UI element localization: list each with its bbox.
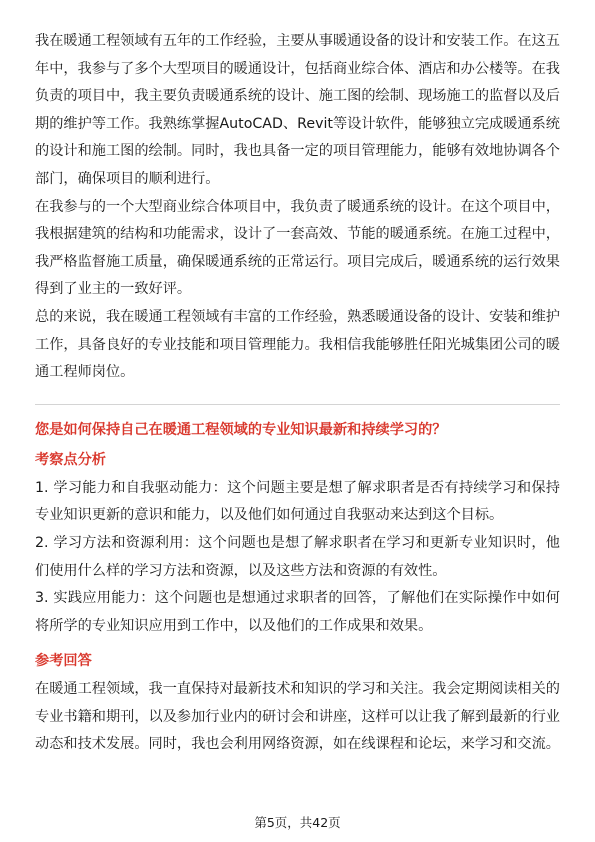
answer-paragraph: 在暖通工程领域，我一直保持对最新技术和知识的学习和关注。我会定期阅读相关的专业书籍和期刊，以及参加行业内的研讨会和讲座，这样可以让我了解到最新的行业动态和技术发展。同时，我也会利用网络资源，如在线课程和论坛，来学习和交流。 bbox=[35, 681, 560, 753]
page-number: 第5页，共42页 bbox=[254, 815, 341, 830]
section-spacer bbox=[35, 640, 560, 650]
analysis-title: 考察点分析 bbox=[35, 451, 106, 468]
question-heading: 您是如何保持自己在暖通工程领域的专业知识最新和持续学习的？ bbox=[35, 421, 447, 438]
analysis-item-3: 3. 实践应用能力：这个问题也是想通过求职者的回答，了解他们在实际操作中如何将所学的专业知识应用到工作中，以及他们的工作成果和效果。 bbox=[35, 590, 560, 634]
page-content bbox=[35, 28, 560, 759]
intro-paragraph-2: 在我参与的一个大型商业综合体项目中，我负责了暖通系统的设计。在这个项目中，我根据建筑的结构和功能需求，设计了一套高效、节能的暖通系统。在施工过程中，我严格监督施工质量，确保暖通系统的正常运行。项目完成后，暖通系统的运行效果得到了业主的一致好评。 bbox=[35, 198, 560, 298]
answer-title: 参考回答 bbox=[35, 653, 92, 670]
section-divider bbox=[35, 404, 560, 405]
analysis-item-2: 2. 学习方法和资源利用：这个问题也是想了解求职者在学习和更新专业知识时，他们使用什么样的学习方法和资源，以及这些方法和资源的有效性。 bbox=[35, 534, 560, 579]
analysis-item-1: 1. 学习能力和自我驱动能力：这个问题主要是想了解求职者是否有持续学习和保持专业知识更新的意识和能力，以及他们如何通过自我驱动来达到这个目标。 bbox=[35, 479, 560, 524]
intro-paragraph-3: 总的来说，我在暖通工程领域有丰富的工作经验，熟悉暖通设备的设计、安装和维护工作，具备良好的专业技能和项目管理能力。我相信我能够胜任阳光城集团公司的暖通工程师岗位。 bbox=[35, 308, 560, 381]
intro-paragraph-1: 我在暖通工程领域有五年的工作经验，主要从事暖通设备的设计和安装工作。在这五年中，我参与了多个大型项目的暖通设计，包括商业综合体、酒店和办公楼等。在我负责的项目中，我主要负责暖通系统的设计、施工图的绘制、现场施工的监督以及后期的维护等工作。我熟练掌握AutoCAD、Revit等设计软件，能够独立完成暖通系统的设计和施工图的绘制。同时，我也具备一定的项目管理能力，能够有效地协调各个部门，确保项目的顺利进行。 bbox=[35, 33, 560, 187]
